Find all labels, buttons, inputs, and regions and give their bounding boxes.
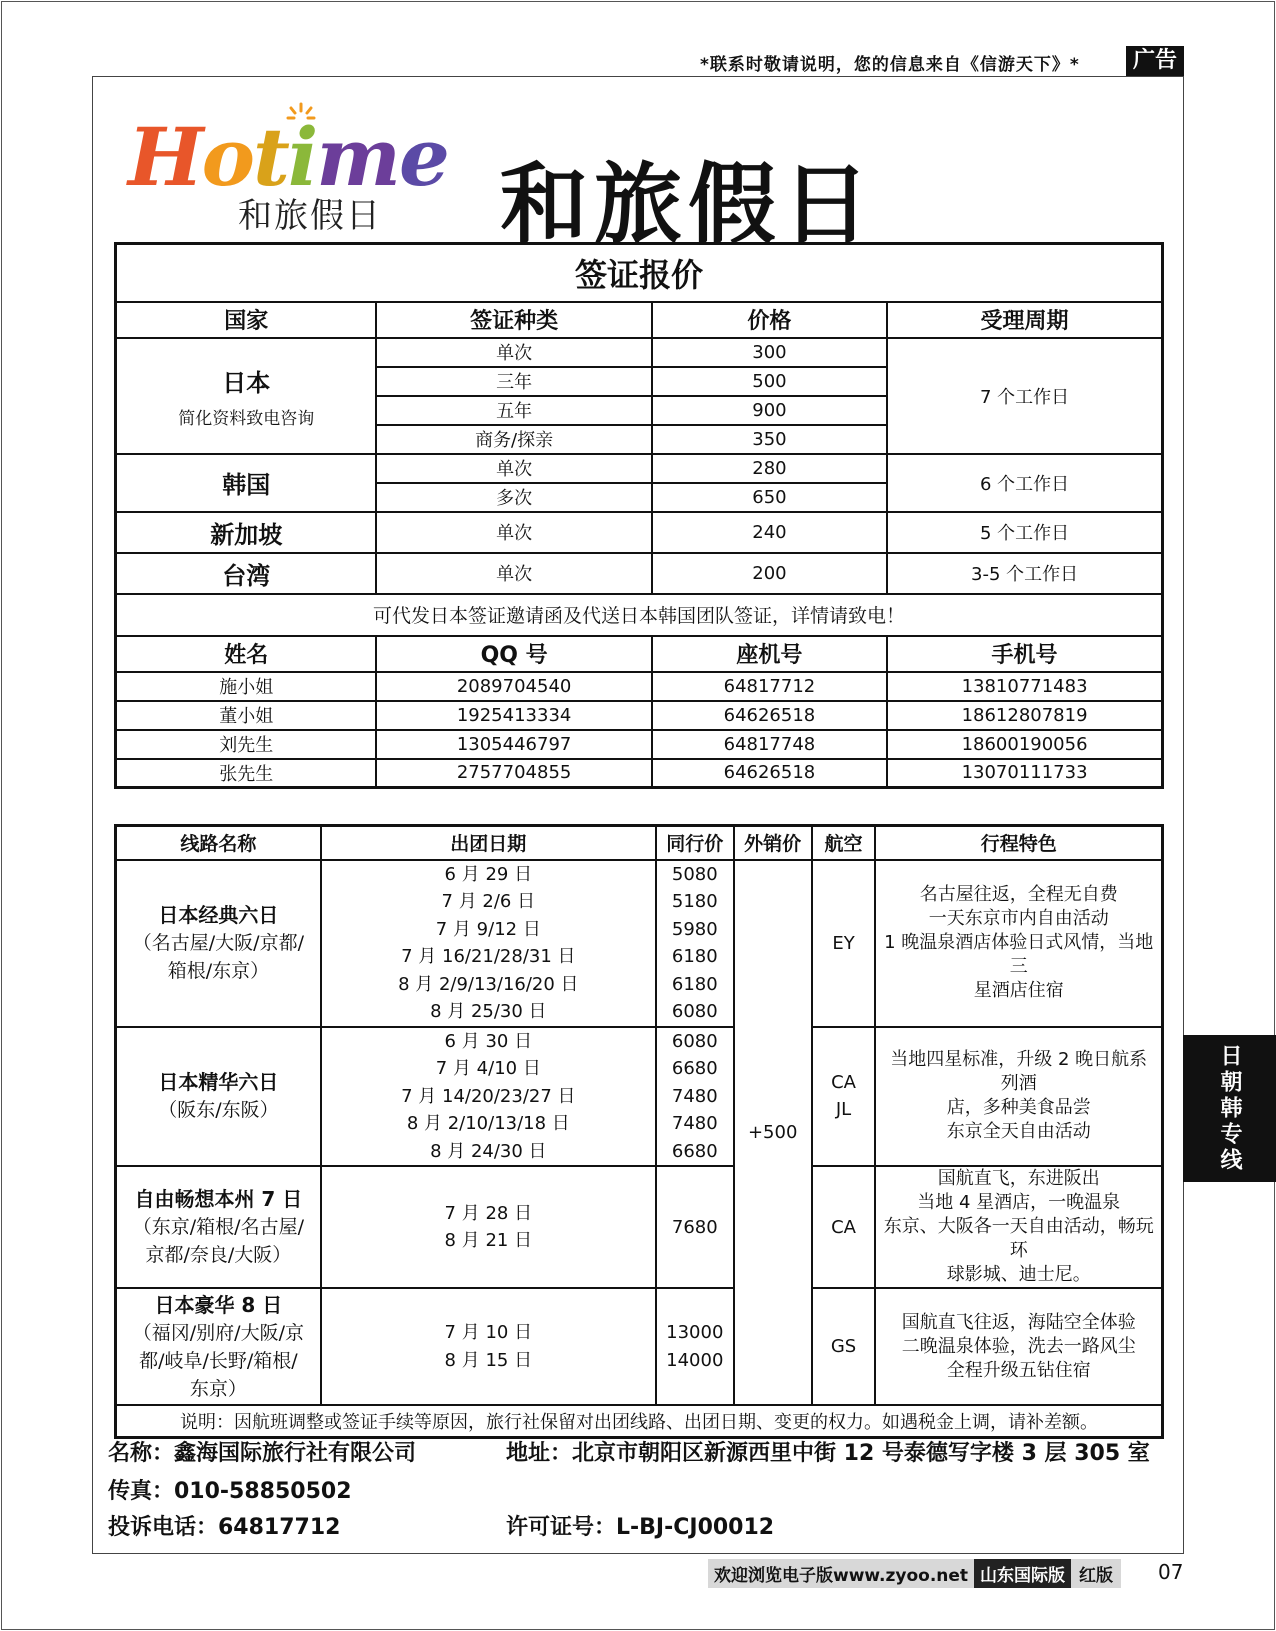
col-header-dates: 出团日期 [321,826,656,860]
trade-price: 7480 [671,1113,718,1134]
edition-label: 山东国际版 [974,1559,1071,1588]
contact-phone: 64817712 [652,672,887,701]
contact-qq: 2757704855 [376,759,651,788]
hotime-logo [128,110,448,236]
company-name: 名称：鑫海国际旅行社有限公司 [108,1441,417,1466]
visa-price: 280 [652,454,887,483]
feature-line: 球影城、迪士尼。 [946,1264,1091,1285]
visa-type: 单次 [376,338,651,367]
visa-type: 单次 [376,454,651,483]
trade-price: 6180 [671,946,718,967]
logo-letter: o [201,110,253,204]
departure-date: 8 月 15 日 [444,1349,533,1371]
price-cell [656,1288,734,1405]
contact-qq: 1925413334 [376,701,651,730]
website-promo: 欢迎浏览电子版www.zyoo.net [708,1559,974,1588]
contact-row [116,672,1163,701]
contact-row [116,701,1163,730]
country-korea: 韩国 [116,454,377,512]
retail-price: +500 [734,860,812,1406]
trade-price: 13000 [666,1322,724,1343]
col-header-route: 线路名称 [116,826,321,860]
trade-price: 5980 [671,918,718,940]
visa-price: 650 [652,483,887,512]
feature-line: 星酒店住宿 [973,980,1064,1001]
departure-date: 8 月 25/30 日 [430,1001,547,1022]
departure-date: 7 月 28 日 [444,1202,533,1224]
country-japan [116,338,377,454]
departure-date: 6 月 29 日 [444,863,533,885]
contact-qq: 2089704540 [376,672,651,701]
feature-line: 1 晚温泉酒店体验日式风情，当地三 [884,932,1154,977]
departure-date: 8 月 21 日 [444,1230,533,1251]
trade-price: 6080 [671,1030,718,1052]
side-section-tab [1183,1035,1276,1182]
features-cell [875,1288,1162,1405]
license-number: 许可证号：L-BJ-CJ00012 [506,1515,775,1540]
route-sub: （名古屋/大阪/京都/ [132,932,304,954]
contact-name: 施小姐 [116,672,377,701]
tour-row [116,860,1163,1027]
trade-price: 6680 [671,1058,718,1079]
country-taiwan: 台湾 [116,553,377,594]
date-cell [321,1166,656,1288]
airline-cell [812,1288,876,1405]
page-number: 07 [1158,1560,1184,1584]
logo-letter: m [316,110,399,204]
contact-mobile: 18612807819 [887,701,1162,730]
route-name: 日本经典六日 [158,903,279,927]
contact-name: 刘先生 [116,730,377,759]
contact-name: 张先生 [116,759,377,788]
contact-mobile: 13810771483 [887,672,1162,701]
contact-phone: 64626518 [652,701,887,730]
logo-letter: e [398,110,448,204]
route-cell [116,1166,321,1288]
visa-price: 300 [652,338,887,367]
features-cell [875,1166,1162,1288]
trade-price: 7680 [671,1216,718,1238]
feature-line: 当地四星标准，升级 2 晚日航系列酒 [890,1049,1148,1095]
contact-name: 董小姐 [116,701,377,730]
trade-price: 6180 [671,973,718,995]
route-name: 日本豪华 8 日 [154,1292,283,1317]
visa-table-title: 签证报价 [116,244,1163,302]
visa-period: 3-5 个工作日 [887,553,1162,594]
logo-letter: i [287,110,317,204]
route-cell [116,1288,321,1405]
contact-qq: 1305446797 [376,730,651,759]
contact-mobile: 13070111733 [887,759,1162,788]
feature-line: 二晚温泉体验，洗去一路风尘 [901,1335,1136,1357]
contact-row [116,730,1163,759]
col-header-visa-type: 签证种类 [376,302,651,338]
departure-date: 8 月 24/30 日 [430,1140,547,1162]
trade-price: 7480 [671,1085,718,1107]
visa-period: 6 个工作日 [887,454,1162,512]
route-sub: （福冈/别府/大阪/京 [132,1321,304,1344]
bottom-bar [708,1560,1121,1586]
departure-date: 7 月 9/12 日 [435,918,541,940]
visa-type: 五年 [376,396,651,425]
logo-letter: H [128,110,202,204]
tour-row [116,1166,1163,1288]
visa-type: 多次 [376,483,651,512]
visa-price: 350 [652,425,887,454]
departure-date: 7 月 2/6 日 [441,891,536,912]
route-sub: 东京） [189,1377,247,1400]
contact-mobile: 18600190056 [887,730,1162,759]
tour-route-table [114,824,1164,1439]
contact-phone: 64817748 [652,730,887,759]
trade-price: 14000 [666,1349,724,1371]
airline-code: JL [835,1099,852,1121]
visa-period: 7 个工作日 [887,338,1162,454]
tour-row [116,1288,1163,1405]
col-header-period: 受理周期 [887,302,1162,338]
departure-date: 7 月 16/21/28/31 日 [401,946,576,967]
feature-line: 国航直飞往返，海陆空全体验 [901,1311,1136,1333]
visa-price: 900 [652,396,887,425]
airline-code: EY [832,932,855,954]
airline-cell [812,860,876,1027]
country-singapore: 新加坡 [116,512,377,553]
col-header-landline: 座机号 [652,636,887,672]
price-cell [656,860,734,1027]
tour-row [116,1027,1163,1167]
col-header-trade-price: 同行价 [656,826,734,860]
feature-line: 东京、大阪各一天自由活动，畅玩环 [883,1216,1154,1261]
departure-date: 6 月 30 日 [444,1030,533,1052]
route-cell [116,1027,321,1167]
feature-line: 全程升级五钻住宿 [946,1359,1091,1381]
airline-cell [812,1027,876,1167]
route-sub: （东京/箱根/名古屋/ [132,1216,304,1238]
logo-subtitle: 和旅假日 [238,196,382,236]
departure-date: 8 月 2/10/13/18 日 [406,1113,570,1134]
color-edition-label: 红版 [1071,1559,1121,1588]
col-header-qq: QQ 号 [376,636,651,672]
route-name: 自由畅想本州 7 日 [134,1187,303,1211]
features-cell [875,1027,1162,1167]
ad-tag: 广告 [1126,46,1184,76]
date-cell [321,1288,656,1405]
feature-line: 当地 4 星酒店，一晚温泉 [917,1192,1121,1213]
visa-price: 240 [652,512,887,553]
route-sub: 都/岐阜/长野/箱根/ [139,1349,298,1372]
route-sub: 京都/奈良/大阪） [145,1244,292,1266]
visa-note: 可代发日本签证邀请函及代送日本韩国团队签证，详情请致电！ [116,594,1163,636]
tour-disclaimer: 说明：因航班调整或签证手续等原因，旅行社保留对出团线路、出团日期、变更的权力。如遇税金上调，请补差额。 [116,1405,1163,1437]
visa-type: 商务/探亲 [376,425,651,454]
country-name: 日本 [222,368,271,397]
visa-price: 500 [652,367,887,396]
price-cell [656,1166,734,1288]
departure-date: 7 月 14/20/23/27 日 [401,1085,576,1107]
route-sub: 箱根/东京） [167,960,270,982]
visa-type: 单次 [376,553,651,594]
feature-line: 国航直飞，东进阪出 [937,1168,1100,1189]
trade-price: 5080 [671,863,718,885]
company-address: 地址：北京市朝阳区新源西里中街 12 号泰德写字楼 3 层 305 室 [506,1441,1150,1466]
complaint-phone: 投诉电话：64817712 [108,1515,341,1540]
feature-line: 名古屋往返，全程无自费 [919,884,1118,905]
col-header-price: 价格 [652,302,887,338]
airline-cell [812,1166,876,1288]
brand-title: 和旅假日 [500,152,877,256]
date-cell [321,860,656,1027]
contact-row [116,759,1163,788]
departure-date: 7 月 4/10 日 [435,1058,541,1079]
airline-code: CA [831,1071,856,1093]
logo-letter: t [252,110,288,204]
contact-phone: 64626518 [652,759,887,788]
trade-price: 6080 [671,1001,718,1022]
features-cell [875,860,1162,1027]
side-tab-label: 日朝韩专线 [1217,1043,1242,1174]
departure-date: 8 月 2/9/13/16/20 日 [398,973,579,995]
col-header-airline: 航空 [812,826,876,860]
col-header-mobile: 手机号 [887,636,1162,672]
col-header-country: 国家 [116,302,377,338]
airline-code: GS [830,1336,857,1357]
col-header-retail-price: 外销价 [734,826,812,860]
route-cell [116,860,321,1027]
trade-price: 6680 [671,1140,718,1162]
visa-type: 单次 [376,512,651,553]
trade-price: 5180 [671,891,718,912]
col-header-features: 行程特色 [875,826,1162,860]
departure-date: 7 月 10 日 [444,1322,533,1343]
route-sub: （阪东/东阪） [158,1099,279,1122]
airline-code: CA [831,1216,856,1238]
feature-line: 店，多种美食品尝 [946,1097,1091,1119]
date-cell [321,1027,656,1167]
price-cell [656,1027,734,1167]
route-name: 日本精华六日 [158,1070,279,1095]
visa-type: 三年 [376,367,651,396]
feature-line: 一天东京市内自由活动 [928,908,1109,929]
feature-line: 东京全天自由活动 [946,1121,1091,1143]
header-note: *联系时敬请说明，您的信息来自《信游天下》* [700,55,1080,75]
visa-price-table [114,242,1164,789]
visa-price: 200 [652,553,887,594]
country-note: 简化资料致电咨询 [178,408,315,429]
company-fax: 传真：010-58850502 [108,1479,352,1504]
col-header-contact-name: 姓名 [116,636,377,672]
visa-period: 5 个工作日 [887,512,1162,553]
